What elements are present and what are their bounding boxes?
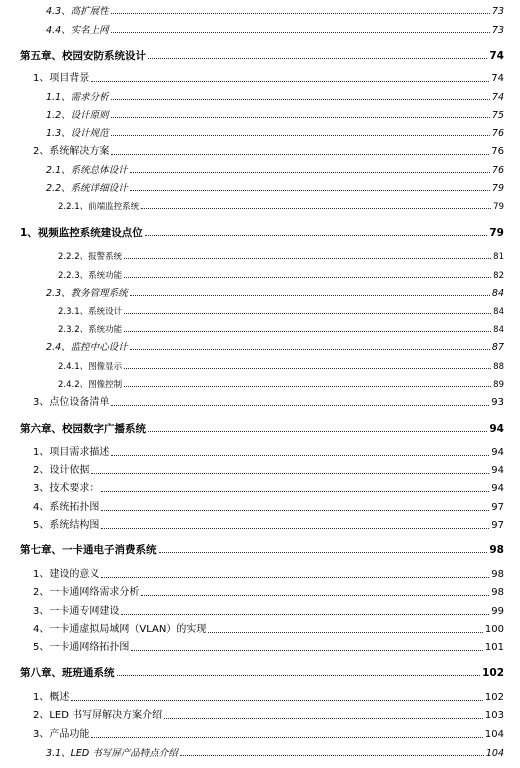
toc-entry[interactable] — [33, 727, 504, 740]
toc-page-number: 100 — [484, 624, 504, 635]
toc-entry-title: 3、点位设备清单 — [33, 397, 110, 408]
toc-entry[interactable] — [33, 500, 504, 513]
toc-entry-title: 2.3、教务管理系统 — [46, 287, 128, 299]
toc-entry[interactable] — [58, 358, 504, 371]
toc-page-number: 97 — [491, 520, 504, 531]
toc-entry-title: 1.3、设计规范 — [46, 127, 109, 139]
toc-entry[interactable] — [33, 708, 504, 721]
toc-entry[interactable] — [46, 745, 504, 758]
toc-entry-title: 第八章、班班通系统 — [20, 666, 115, 679]
toc-page-number: 94 — [491, 465, 504, 476]
toc-entry[interactable] — [33, 640, 504, 653]
toc-page-number: 76 — [491, 127, 504, 139]
toc-dot-leader — [159, 551, 488, 553]
toc-dot-leader — [111, 12, 490, 14]
toc-entry[interactable] — [58, 267, 504, 280]
toc-entry-title: 2.4、监控中心设计 — [46, 341, 128, 353]
toc-dot-leader — [130, 294, 490, 296]
toc-entry-title: 3、技术要求： — [33, 483, 100, 494]
toc-dot-leader — [124, 367, 491, 369]
toc-dot-leader — [124, 385, 491, 387]
toc-page-number: 94 — [491, 483, 504, 494]
toc-entry-title: 1.2、设计原则 — [46, 109, 109, 121]
toc-entry-title: 2.1、系统总体设计 — [46, 164, 128, 176]
toc-dot-leader — [164, 717, 483, 719]
toc-dot-leader — [148, 430, 487, 432]
toc-entry-title: 1.1、需求分析 — [46, 91, 109, 103]
toc-dot-leader — [101, 576, 489, 578]
toc-page-number: 74 — [491, 91, 504, 103]
toc-page-number: 98 — [491, 569, 504, 580]
toc-dot-leader — [91, 472, 489, 474]
toc-dot-leader — [130, 189, 490, 191]
toc-page-number: 94 — [491, 447, 504, 458]
toc-entry-title: 4、一卡通虚拟局域网（VLAN）的实现 — [33, 624, 207, 635]
toc-entry[interactable] — [46, 3, 504, 16]
toc-page-number: 79 — [493, 201, 504, 212]
toc-entry-title: 第七章、一卡通电子消费系统 — [20, 543, 157, 556]
toc-entry-title: 2.4.1、图像显示 — [58, 361, 123, 372]
toc-entry[interactable] — [46, 22, 504, 35]
toc-entry-title: 3、产品功能 — [33, 729, 90, 740]
toc-dot-leader — [111, 116, 490, 118]
toc-entry[interactable] — [46, 89, 504, 102]
toc-dot-leader — [111, 98, 490, 100]
toc-entry[interactable] — [58, 321, 504, 334]
toc-entry[interactable] — [46, 125, 504, 138]
toc-dot-leader — [101, 509, 489, 511]
toc-entry[interactable] — [46, 162, 504, 175]
toc-entry-title: 1、建设的意义 — [33, 569, 100, 580]
toc-dot-leader — [124, 312, 491, 314]
toc-entry[interactable] — [33, 71, 504, 84]
toc-entry[interactable] — [46, 180, 504, 193]
toc-entry-title: 2.4.2、图像控制 — [58, 379, 123, 390]
toc-chapter-entry[interactable] — [20, 542, 504, 555]
toc-dot-leader — [130, 348, 490, 350]
toc-entry[interactable] — [46, 107, 504, 120]
toc-entry-title: 4.3、高扩展性 — [46, 5, 109, 17]
toc-chapter-entry[interactable] — [20, 665, 504, 678]
toc-dot-leader — [91, 736, 483, 738]
toc-chapter-entry[interactable] — [20, 421, 504, 434]
toc-chapter-entry[interactable] — [20, 48, 504, 61]
toc-page-number: 84 — [493, 306, 504, 317]
toc-entry-title: 2.2.2、报警系统 — [58, 251, 123, 262]
toc-page-number: 88 — [493, 361, 504, 372]
toc-dot-leader — [180, 754, 484, 756]
toc-page-number: 104 — [484, 729, 504, 740]
toc-entry[interactable] — [58, 248, 504, 261]
toc-page-number: 98 — [491, 587, 504, 598]
toc-entry-title: 1、项目需求描述 — [33, 447, 110, 458]
toc-entry-title: 2.3.1、系统设计 — [58, 306, 123, 317]
toc-page-number: 104 — [485, 747, 504, 759]
toc-entry[interactable] — [33, 567, 504, 580]
toc-page-number: 89 — [493, 379, 504, 390]
toc-entry[interactable] — [33, 481, 504, 494]
toc-page-number: 73 — [491, 24, 504, 36]
toc-page-number: 81 — [493, 251, 504, 262]
toc-entry-title: 2、LED 书写屏解决方案介绍 — [33, 710, 163, 721]
toc-dot-leader — [130, 171, 490, 173]
toc-page-number: 102 — [484, 692, 504, 703]
toc-page-number: 82 — [493, 270, 504, 281]
toc-page-number: 101 — [484, 642, 504, 653]
toc-entry-title: 2、一卡通网络需求分析 — [33, 587, 140, 598]
toc-dot-leader — [141, 207, 491, 209]
toc-dot-leader — [111, 153, 489, 155]
toc-dot-leader — [111, 134, 490, 136]
toc-entry-title: 1、概述 — [33, 692, 70, 703]
toc-entry-title: 2、系统解决方案 — [33, 146, 110, 157]
toc-page-number: 74 — [491, 73, 504, 84]
toc-entry-title: 第五章、校园安防系统设计 — [20, 49, 146, 62]
toc-entry[interactable] — [33, 585, 504, 598]
toc-entry-title: 2.3.2、系统功能 — [58, 324, 123, 335]
toc-page-number: 79 — [491, 182, 504, 194]
toc-entry[interactable] — [58, 303, 504, 316]
toc-entry-title: 5、系统结构图 — [33, 520, 100, 531]
toc-page-number: 93 — [491, 397, 504, 408]
toc-entry-title: 4、系统拓扑图 — [33, 502, 100, 513]
toc-dot-leader — [91, 80, 489, 82]
toc-page-number: 74 — [489, 49, 504, 62]
toc-page-number: 84 — [491, 287, 504, 299]
toc-entry[interactable] — [46, 339, 504, 352]
toc-entry[interactable] — [46, 285, 504, 298]
toc-dot-leader — [208, 631, 483, 633]
toc-entry-title: 2.2、系统详细设计 — [46, 182, 128, 194]
toc-entry[interactable] — [20, 225, 504, 238]
toc-entry[interactable] — [33, 622, 504, 635]
toc-page-number: 97 — [491, 502, 504, 513]
toc-entry-title: 2.2.1、前端监控系统 — [58, 201, 140, 212]
toc-entry[interactable] — [58, 376, 504, 389]
toc-dot-leader — [111, 31, 490, 33]
toc-entry[interactable] — [33, 463, 504, 476]
toc-dot-leader — [111, 454, 489, 456]
toc-entry[interactable] — [33, 690, 504, 703]
toc-dot-leader — [101, 490, 489, 492]
toc-page-number: 79 — [489, 226, 504, 239]
toc-dot-leader — [124, 276, 491, 278]
toc-entry[interactable] — [33, 144, 504, 157]
toc-page-number: 76 — [491, 164, 504, 176]
toc-dot-leader — [117, 674, 481, 676]
toc-entry-title: 4.4、实名上网 — [46, 24, 109, 36]
toc-page-number: 99 — [491, 606, 504, 617]
toc-dot-leader — [124, 257, 491, 259]
toc-page-number: 84 — [493, 324, 504, 335]
toc-entry-title: 2.2.3、系统功能 — [58, 270, 123, 281]
toc-entry[interactable] — [58, 198, 504, 211]
toc-entry-title: 1、视频监控系统建设点位 — [20, 226, 143, 239]
toc-dot-leader — [101, 527, 489, 529]
toc-dot-leader — [148, 57, 487, 59]
toc-dot-leader — [145, 234, 488, 236]
toc-page-number: 76 — [491, 146, 504, 157]
toc-page-number: 87 — [491, 341, 504, 353]
toc-dot-leader — [121, 613, 489, 615]
toc-dot-leader — [111, 404, 489, 406]
toc-entry-title: 3、一卡通专网建设 — [33, 606, 120, 617]
toc-dot-leader — [131, 649, 483, 651]
toc-dot-leader — [141, 594, 489, 596]
toc-dot-leader — [71, 699, 483, 701]
toc-dot-leader — [124, 330, 491, 332]
toc-entry[interactable] — [33, 604, 504, 617]
toc-entry-title: 5、一卡通网络拓扑图 — [33, 642, 130, 653]
toc-entry[interactable] — [33, 518, 504, 531]
toc-entry-title: 1、项目背景 — [33, 73, 90, 84]
toc-page-number: 98 — [489, 543, 504, 556]
toc-page-number: 102 — [482, 666, 504, 679]
toc-entry[interactable] — [33, 445, 504, 458]
toc-page-number: 75 — [491, 109, 504, 121]
toc-entry-title: 第六章、校园数字广播系统 — [20, 422, 146, 435]
toc-page-number: 94 — [489, 422, 504, 435]
toc-entry[interactable] — [33, 395, 504, 408]
toc-page-number: 73 — [491, 5, 504, 17]
toc-entry-title: 3.1、LED 书写屏产品特点介绍 — [46, 747, 178, 759]
toc-page-number: 103 — [484, 710, 504, 721]
toc-entry-title: 2、设计依据 — [33, 465, 90, 476]
